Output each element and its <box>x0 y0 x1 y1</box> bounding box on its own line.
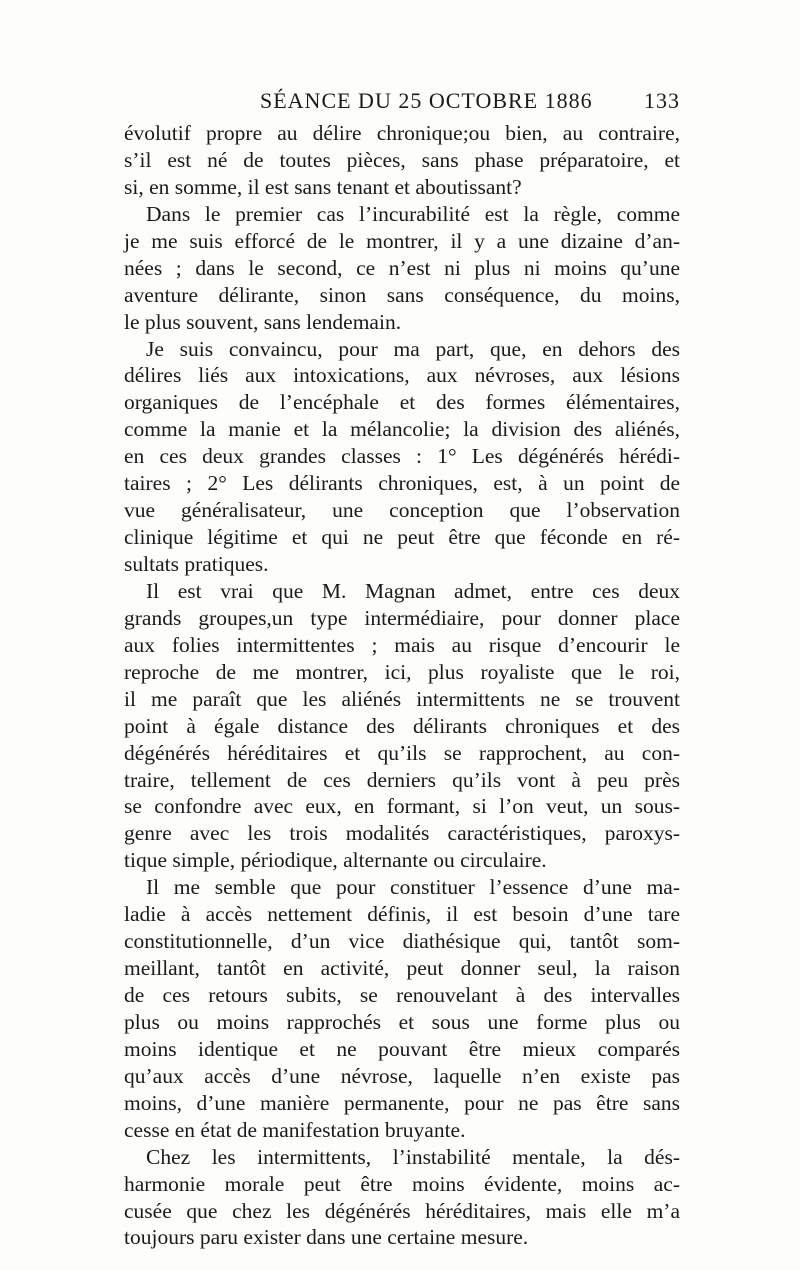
text-line: clinique légitime et qui ne peut être que féconde en ré- <box>124 525 680 550</box>
text-line: cesse en état de manifestation bruyante. <box>124 1117 466 1142</box>
text-line: en ces deux grandes classes : 1° Les dégénérés hérédi- <box>124 444 680 469</box>
text-line: se confondre avec eux, en formant, si l’on veut, un sous- <box>124 794 680 819</box>
text-line: constitutionnelle, d’un vice diathésique qui, tantôt som- <box>124 929 680 954</box>
text-line: il me paraît que les aliénés intermittents ne se trouvent <box>124 686 680 711</box>
text-line: Il me semble que pour constituer l’essence d’une ma- <box>146 875 680 900</box>
text-line: délires liés aux intoxications, aux névroses, aux lésions <box>124 363 680 388</box>
text-line: aventure délirante, sinon sans conséquence, du moins, <box>124 282 680 307</box>
text-line: comme la manie et la mélancolie; la division des aliénés, <box>124 417 680 442</box>
text-line: cusée que chez les dégénérés héréditaires, mais elle m’a <box>124 1198 680 1223</box>
text-line: vue généralisateur, une conception que l’observation <box>124 498 680 523</box>
text-line: si, en somme, il est sans tenant et aboutissant? <box>124 174 522 199</box>
text-line: traire, tellement de ces derniers qu’ils vont à peu près <box>124 767 680 792</box>
body-text <box>124 120 680 1251</box>
text-line: moins identique et ne pouvant être mieux comparés <box>124 1036 680 1061</box>
text-line: Chez les intermittents, l’instabilité mentale, la dés- <box>146 1144 680 1169</box>
text-line: Il est vrai que M. Magnan admet, entre ces deux <box>146 578 680 603</box>
text-line: ladie à accès nettement définis, il est besoin d’une tare <box>124 902 680 927</box>
text-line: organiques de l’encéphale et des formes élémentaires, <box>124 390 680 415</box>
text-line: plus ou moins rapprochés et sous une forme plus ou <box>124 1009 680 1034</box>
text-line: dégénérés héréditaires et qu’ils se rapprochent, au con- <box>124 740 680 765</box>
text-line: sultats pratiques. <box>124 552 269 576</box>
text-line: genre avec les trois modalités caractéristiques, paroxys- <box>124 821 680 846</box>
text-line: aux folies intermittentes ; mais au risque d’encourir le <box>124 632 680 657</box>
text-line: reproche de me montrer, ici, plus royaliste que le roi, <box>124 659 680 684</box>
running-head <box>130 88 680 116</box>
text-line: de ces retours subits, se renouvelant à des intervalles <box>124 983 680 1007</box>
text-line: Je suis convaincu, pour ma part, que, en dehors des <box>146 336 680 361</box>
text-line: qu’aux accès d’une névrose, laquelle n’en existe pas <box>124 1063 680 1088</box>
text-line: Dans le premier cas l’incurabilité est la règle, comme <box>146 201 680 226</box>
text-line: nées ; dans le second, ce n’est ni plus ni moins qu’une <box>124 255 680 280</box>
text-line: point à égale distance des délirants chroniques et des <box>124 713 680 738</box>
text-line: grands groupes,un type intermédiaire, pour donner place <box>124 605 680 630</box>
text-line: meillant, tantôt en activité, peut donner seul, la raison <box>124 956 680 981</box>
text-line: taires ; 2° Les délirants chroniques, est, à un point de <box>124 471 680 496</box>
page-number: 133 <box>644 88 680 113</box>
text-line: le plus souvent, sans lendemain. <box>124 309 402 334</box>
text-line: toujours paru exister dans une certaine mesure. <box>124 1225 529 1250</box>
text-line: harmonie morale peut être moins évidente, moins ac- <box>124 1171 680 1196</box>
text-line: s’il est né de toutes pièces, sans phase préparatoire, et <box>124 147 680 172</box>
text-line: moins, d’une manière permanente, pour ne pas être sans <box>124 1090 680 1115</box>
text-line: évolutif propre au délire chronique;ou bien, au contraire, <box>124 121 680 145</box>
text-line: je me suis efforcé de le montrer, il y a une dizaine d’an- <box>124 228 680 253</box>
text-line: tique simple, périodique, alternante ou circulaire. <box>124 848 547 873</box>
running-head-title: SÉANCE DU 25 OCTOBRE 1886 <box>260 88 593 113</box>
